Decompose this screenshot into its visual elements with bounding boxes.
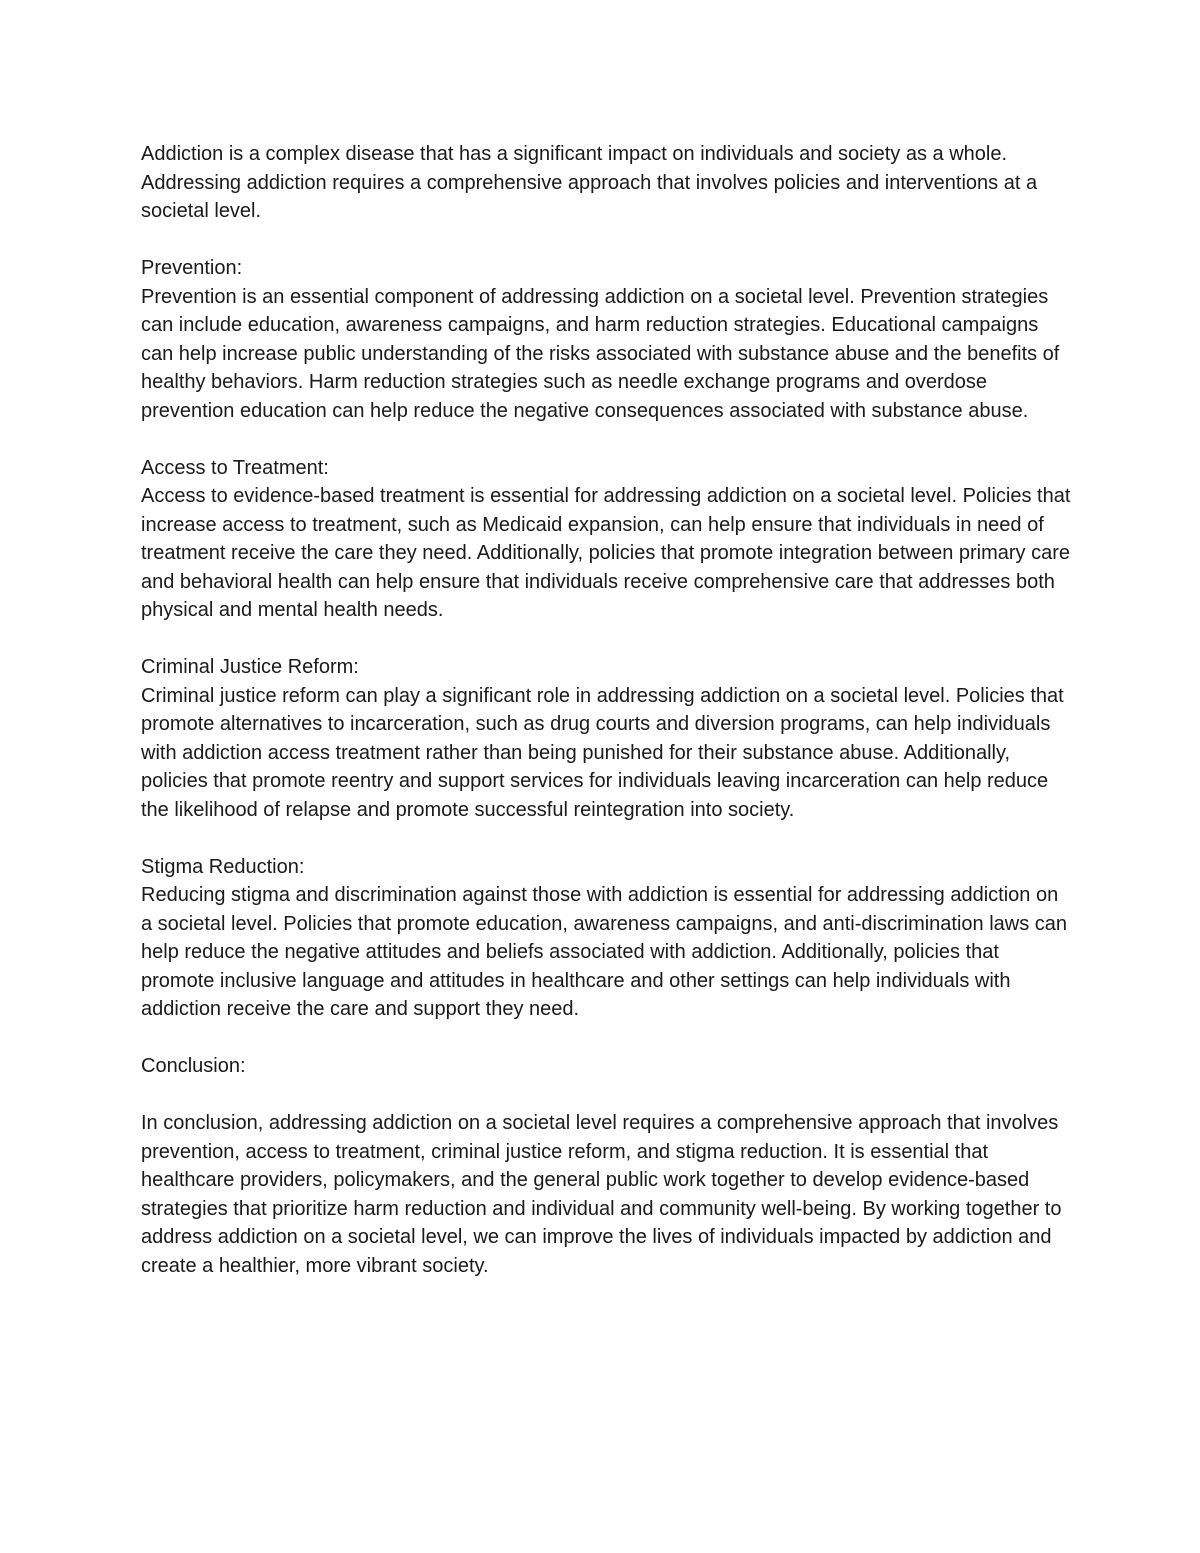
section-conclusion [141, 1052, 1071, 1280]
conclusion-heading: Conclusion: [141, 1055, 246, 1077]
conclusion-paragraph: In conclusion, addressing addiction on a societal level requires a comprehensive approach that involves prevention, access to treatment, criminal justice reform, and stigma reduction. It is essential that healthcare providers, policymakers, and the general public work together to develop evidence-based strategies that prioritize harm reduction and individual and community well-being. By working together to address addiction on a societal level, we can improve the lives of individuals impacted by addiction and create a healthier, more vibrant society. [141, 1112, 1062, 1277]
section-paragraph: Access to evidence-based treatment is essential for addressing addiction on a societal level. Policies that increase access to treatment, such as Medicaid expansion, can help ensure that individuals in need of treatment receive the care they need. Additionally, policies that promote integration between primary care and behavioral health can help ensure that individuals receive comprehensive care that addresses both physical and mental health needs. [141, 485, 1071, 621]
section-access-to-treatment [141, 454, 1071, 625]
section-stigma-reduction [141, 853, 1071, 1024]
intro-paragraph: Addiction is a complex disease that has a significant impact on individuals and society as a whole. Addressing addiction requires a comprehensive approach that involves policies and interventions at a societal level. [141, 143, 1038, 222]
section-heading: Stigma Reduction: [141, 855, 305, 878]
section-heading: Access to Treatment: [141, 456, 329, 479]
intro-block [141, 140, 1071, 226]
section-paragraph: Reducing stigma and discrimination against those with addiction is essential for addressing addiction on a societal level. Policies that promote education, awareness campaigns, and anti-discrimination laws can help reduce the negative attitudes and beliefs associated with addiction. Additionally, policies that promote inclusive language and attitudes in healthcare and other settings can help individuals with addiction receive the care and support they need. [141, 884, 1068, 1020]
section-paragraph: Prevention is an essential component of addressing addiction on a societal level. Prevention strategies can include education, awareness campaigns, and harm reduction strategies. Educational campaigns can help increase public understanding of the risks associated with substance abuse and the benefits of healthy behaviors. Harm reduction strategies such as needle exchange programs and overdose prevention education can help reduce the negative consequences associated with substance abuse. [141, 285, 1060, 422]
section-paragraph: Criminal justice reform can play a significant role in addressing addiction on a societal level. Policies that promote alternatives to incarceration, such as drug courts and diversion programs, can help individuals with addiction access treatment rather than being punished for their substance abuse. Additionally, policies that promote reentry and support services for individuals leaving incarceration can help reduce the likelihood of relapse and promote successful reintegration into society. [141, 684, 1064, 821]
document-body [141, 140, 1071, 1309]
section-heading: Criminal Justice Reform: [141, 656, 359, 678]
section-criminal-justice-reform [141, 653, 1071, 824]
section-heading: Prevention: [141, 257, 243, 279]
section-prevention [141, 254, 1071, 425]
